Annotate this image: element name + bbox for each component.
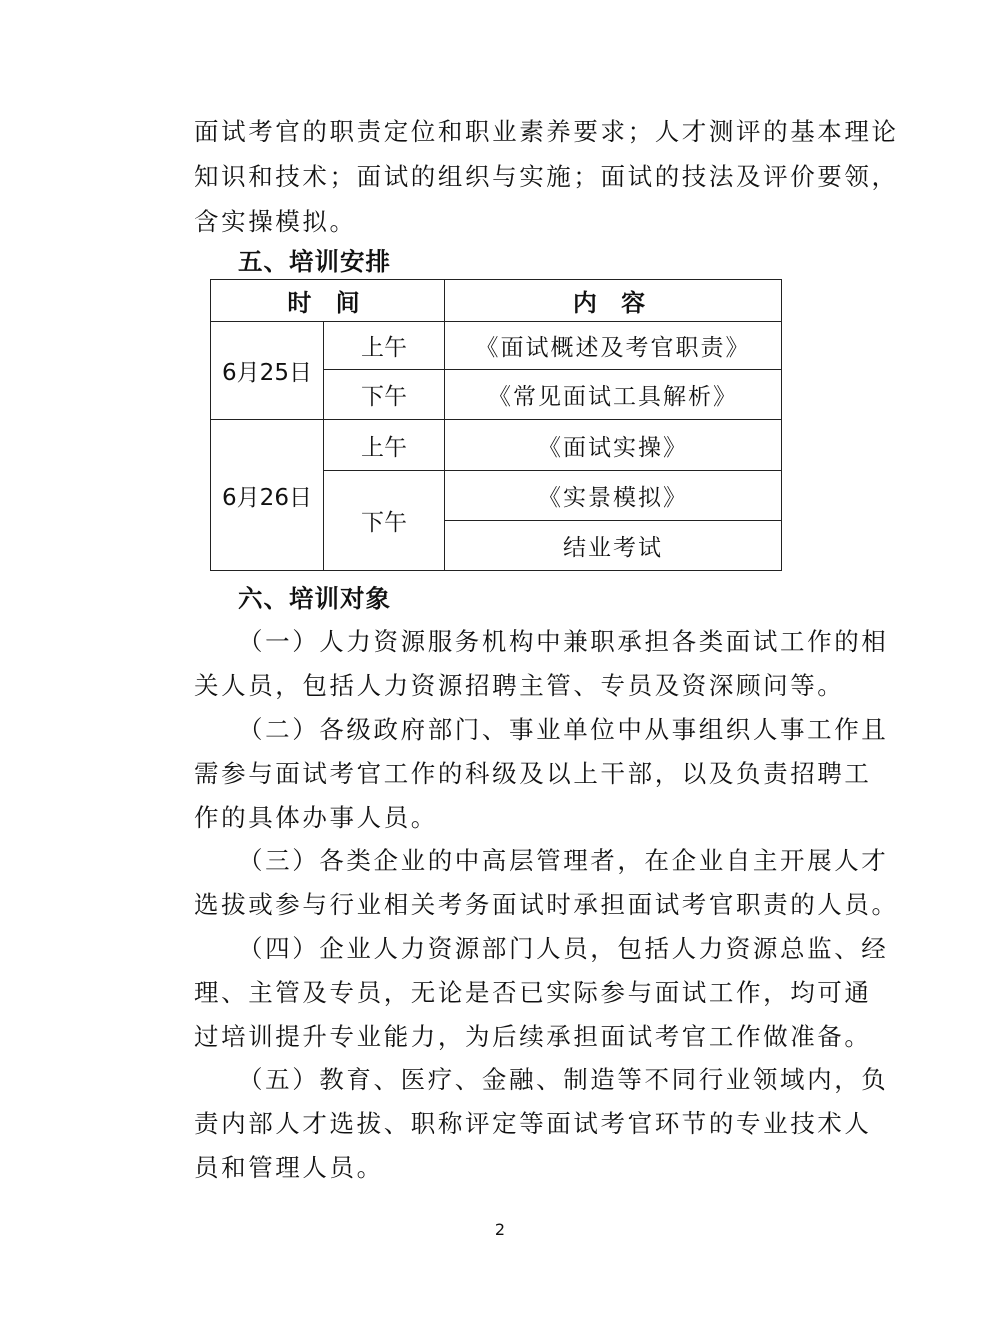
audience-item-2-line: 需参与面试考官工作的科级及以上干部，以及负责招聘工 [194, 759, 872, 788]
page-number: 2 [494, 1220, 506, 1239]
content-cell: 《常见面试工具解析》 [445, 370, 782, 420]
audience-item-3-line: （三）各类企业的中高层管理者，在企业自主开展人才 [238, 846, 889, 875]
audience-item-2-line: 作的具体办事人员。 [194, 803, 438, 832]
header-content: 内 容 [445, 280, 782, 322]
audience-item-4-line: 过培训提升专业能力，为后续承担面试考官工作做准备。 [194, 1022, 872, 1051]
table-header-row [211, 280, 782, 322]
content-cell: 《面试概述及考官职责》 [445, 322, 782, 370]
section-heading-schedule: 五、培训安排 [238, 247, 391, 276]
date-cell: 6月25日 [211, 322, 324, 420]
audience-item-5-line: 员和管理人员。 [194, 1153, 384, 1182]
content-cell: 结业考试 [445, 521, 782, 571]
intro-line: 知识和技术；面试的组织与实施；面试的技法及评价要领， [194, 162, 899, 191]
audience-item-2-line: （二）各级政府部门、事业单位中从事组织人事工作且 [238, 715, 889, 744]
audience-item-1-line: （一）人力资源服务机构中兼职承担各类面试工作的相 [238, 627, 889, 656]
table-row [211, 322, 782, 370]
audience-item-1-line: 关人员，包括人力资源招聘主管、专员及资深顾问等。 [194, 671, 845, 700]
period-cell: 上午 [324, 420, 445, 471]
intro-line: 面试考官的职责定位和职业素养要求；人才测评的基本理论 [194, 117, 899, 146]
intro-line: 含实操模拟。 [194, 207, 357, 236]
header-time: 时 间 [211, 280, 445, 322]
period-cell: 上午 [324, 322, 445, 370]
schedule-table [210, 279, 782, 571]
section-heading-audience: 六、培训对象 [238, 584, 391, 613]
content-cell: 《面试实操》 [445, 420, 782, 471]
audience-item-5-line: 责内部人才选拔、职称评定等面试考官环节的专业技术人 [194, 1109, 872, 1138]
period-cell: 下午 [324, 471, 445, 571]
period-cell: 下午 [324, 370, 445, 420]
audience-item-4-line: （四）企业人力资源部门人员，包括人力资源总监、经 [238, 934, 889, 963]
table-row [211, 420, 782, 471]
audience-item-4-line: 理、主管及专员，无论是否已实际参与面试工作，均可通 [194, 978, 872, 1007]
audience-item-5-line: （五）教育、医疗、金融、制造等不同行业领域内，负 [238, 1065, 889, 1094]
date-cell: 6月26日 [211, 420, 324, 571]
audience-item-3-line: 选拔或参与行业相关考务面试时承担面试考官职责的人员。 [194, 890, 899, 919]
content-cell: 《实景模拟》 [445, 471, 782, 521]
